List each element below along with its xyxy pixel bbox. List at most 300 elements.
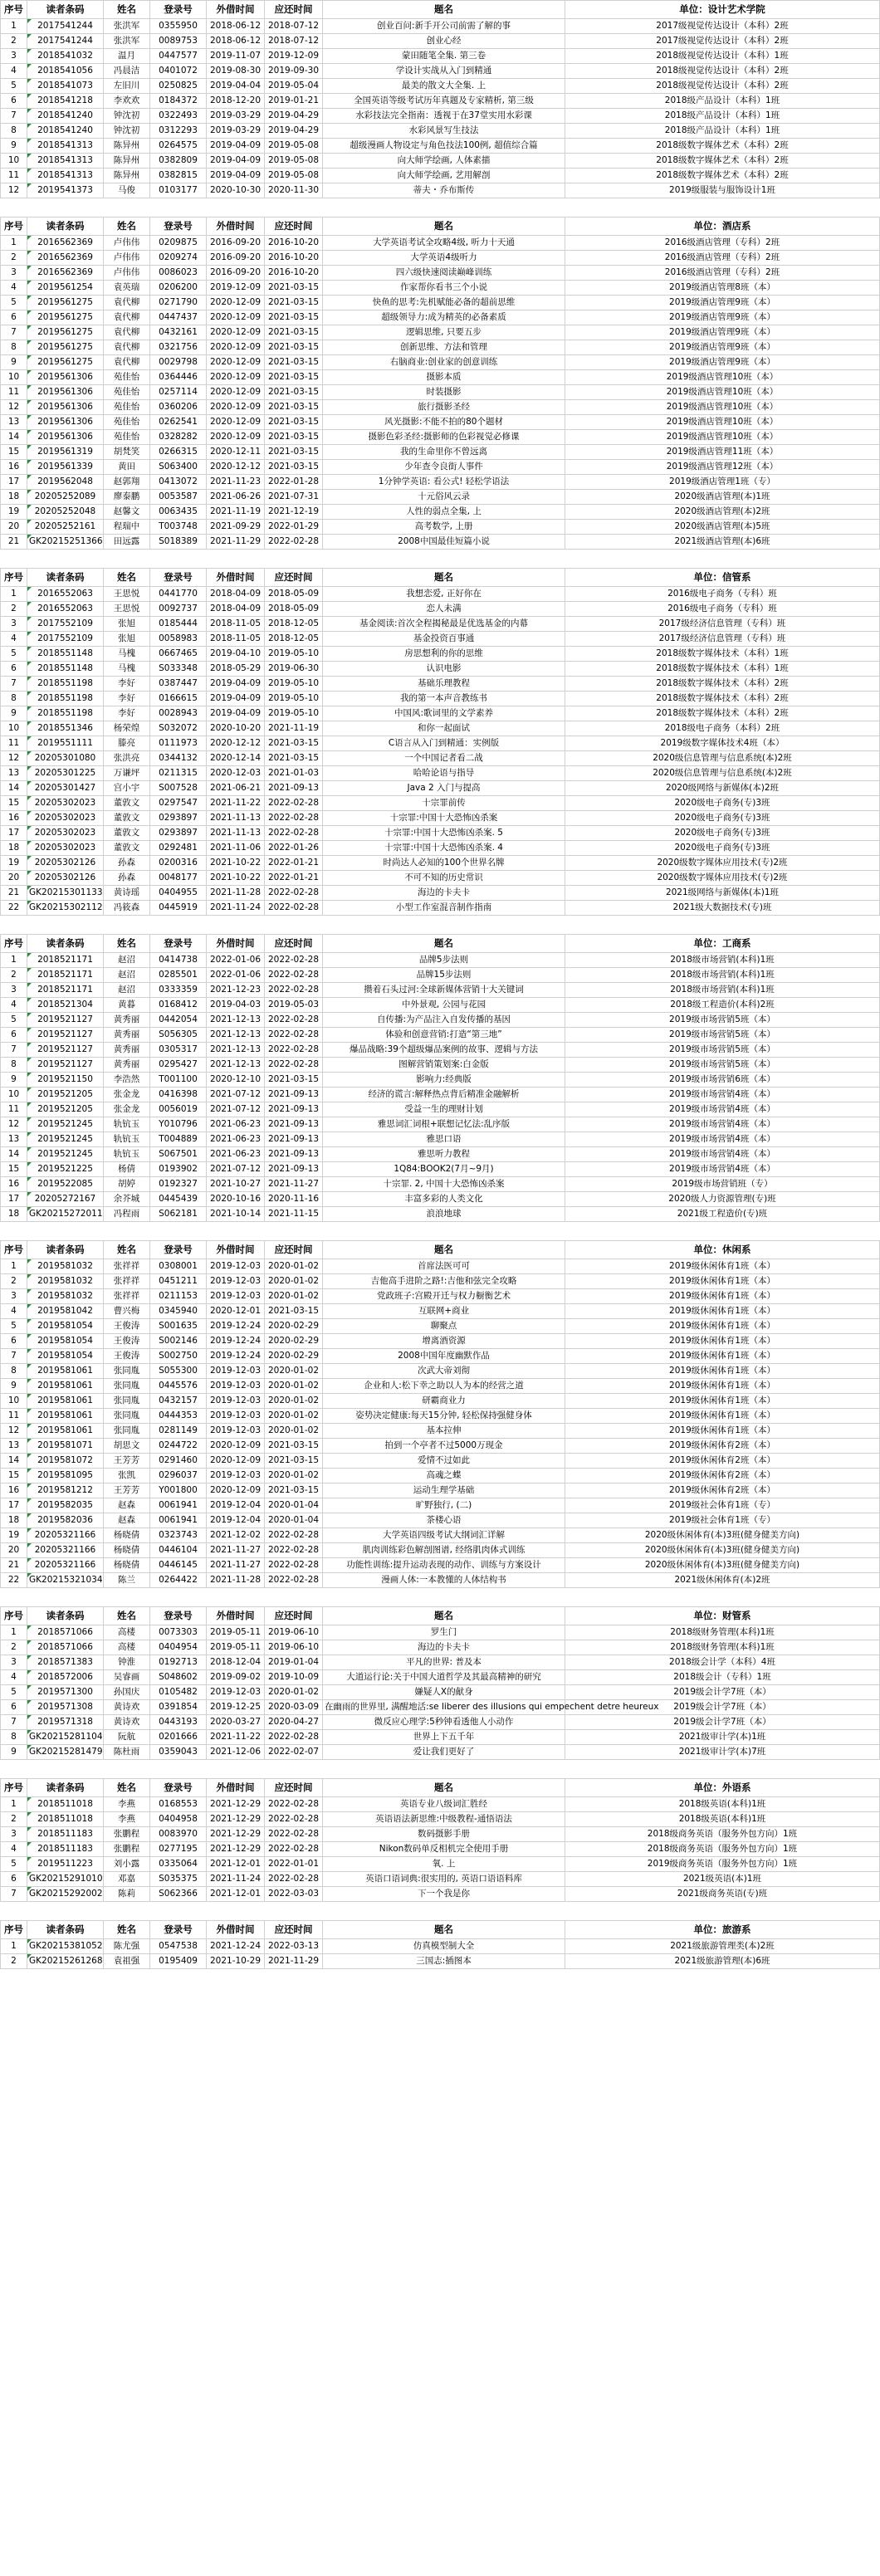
borrow-date-cell: 2019-12-03 <box>207 1424 265 1439</box>
title-cell: 吉他高手进阶之路!:吉他和弦完全攻略 <box>323 1274 565 1289</box>
seq-cell: 14 <box>1 781 27 796</box>
table-row <box>1 1857 880 1872</box>
class-cell: 2018级数字媒体艺术（本科）2班 <box>565 139 880 154</box>
title-cell: 高考数学, 上册 <box>323 520 565 535</box>
borrow-date-cell: 2019-04-10 <box>207 647 265 662</box>
borrow-date-cell: 2021-12-01 <box>207 1857 265 1872</box>
due-date-cell: 2019-06-10 <box>265 1640 323 1655</box>
name-cell: 张祥祥 <box>104 1259 150 1274</box>
class-cell: 2018级数字媒体技术（本科）2班 <box>565 692 880 706</box>
header-cell: 题名 <box>323 935 565 953</box>
name-cell: 卢伟伟 <box>104 236 150 251</box>
borrow-date-cell: 2021-11-27 <box>207 1558 265 1573</box>
title-cell: 经济的谎言:解释热点背后精准金融解析 <box>323 1088 565 1102</box>
name-cell: 张同胤 <box>104 1364 150 1379</box>
borrow-date-cell: 2019-12-25 <box>207 1700 265 1715</box>
borrow-date-cell: 2021-12-13 <box>207 1058 265 1073</box>
class-cell: 2018级视觉传达设计（本科）2班 <box>565 79 880 94</box>
seq-cell: 1 <box>1 953 27 968</box>
table-row <box>1 281 880 296</box>
login-no-cell: S062181 <box>150 1207 207 1222</box>
seq-cell: 7 <box>1 1043 27 1058</box>
seq-cell: 9 <box>1 1745 27 1760</box>
login-no-cell: S035375 <box>150 1872 207 1887</box>
seq-cell: 10 <box>1 154 27 169</box>
login-no-cell: 0443193 <box>150 1715 207 1730</box>
table-row <box>1 1640 880 1655</box>
table-row <box>1 1207 880 1222</box>
borrow-date-cell: 2021-12-29 <box>207 1812 265 1827</box>
login-no-cell: 0323743 <box>150 1528 207 1543</box>
borrow-date-cell: 2020-12-09 <box>207 385 265 400</box>
title-cell: 一个中国记者看二战 <box>323 751 565 766</box>
login-no-cell: T001100 <box>150 1073 207 1088</box>
seq-cell: 1 <box>1 19 27 34</box>
login-no-cell: 0029798 <box>150 355 207 370</box>
title-cell: 最美的散文大全集. 上 <box>323 79 565 94</box>
reader-barcode-cell: 2019522085 <box>27 1177 104 1192</box>
borrow-date-cell: 2020-12-09 <box>207 1454 265 1469</box>
seq-cell: 6 <box>1 1700 27 1715</box>
header-cell: 登录号 <box>150 569 207 587</box>
table-row <box>1 1102 880 1117</box>
table-row <box>1 1528 880 1543</box>
borrow-date-cell: 2021-12-29 <box>207 1797 265 1812</box>
reader-barcode-cell: 2019521127 <box>27 1058 104 1073</box>
seq-cell: 19 <box>1 856 27 871</box>
name-cell: 张洪军 <box>104 34 150 49</box>
table-row <box>1 1670 880 1685</box>
class-cell: 2016级酒店管理（专科）2班 <box>565 236 880 251</box>
title-cell: 摄影色彩圣经:摄影师的色彩视觉必修课 <box>323 430 565 445</box>
due-date-cell: 2021-03-15 <box>265 370 323 385</box>
title-cell: 拍到一个亭者不过5000万现金 <box>323 1439 565 1454</box>
name-cell: 左旧川 <box>104 79 150 94</box>
seq-cell: 13 <box>1 1439 27 1454</box>
borrow-date-cell: 2021-11-13 <box>207 811 265 826</box>
name-cell: 王思悦 <box>104 587 150 602</box>
header-cell: 应还时间 <box>265 1921 323 1939</box>
borrow-date-cell: 2021-10-27 <box>207 1177 265 1192</box>
due-date-cell: 2019-05-08 <box>265 169 323 183</box>
seq-cell: 1 <box>1 1797 27 1812</box>
borrow-date-cell: 2020-12-09 <box>207 325 265 340</box>
table-row <box>1 1394 880 1409</box>
due-date-cell: 2022-02-28 <box>265 826 323 841</box>
reader-barcode-cell: GK20215321034 <box>27 1573 104 1588</box>
borrow-date-cell: 2021-06-23 <box>207 1132 265 1147</box>
header-cell: 序号 <box>1 1241 27 1259</box>
title-cell: 英语专业八级词汇胜经 <box>323 1797 565 1812</box>
borrow-date-cell: 2020-12-12 <box>207 736 265 751</box>
title-cell: 我的生命里你不曾远离 <box>323 445 565 460</box>
reader-barcode-cell: 2019581054 <box>27 1334 104 1349</box>
title-cell: 基本拉伸 <box>323 1424 565 1439</box>
class-cell: 2020级酒店管理(本)1班 <box>565 490 880 505</box>
reader-barcode-cell: 2018571066 <box>27 1625 104 1640</box>
due-date-cell: 2019-04-29 <box>265 124 323 139</box>
name-cell: 轨钪玉 <box>104 1132 150 1147</box>
reader-barcode-cell: 2019561275 <box>27 310 104 325</box>
reader-barcode-cell: 2019521245 <box>27 1147 104 1162</box>
reader-barcode-cell: 2019571308 <box>27 1700 104 1715</box>
table-row <box>1 169 880 183</box>
header-cell: 应还时间 <box>265 569 323 587</box>
borrow-date-cell: 2021-07-12 <box>207 1162 265 1177</box>
due-date-cell: 2022-02-28 <box>265 1573 323 1588</box>
due-date-cell: 2021-03-15 <box>265 445 323 460</box>
seq-cell: 20 <box>1 1543 27 1558</box>
class-cell: 2018级市场营销(本科)1班 <box>565 968 880 983</box>
title-cell: 受益一生的理财计划 <box>323 1102 565 1117</box>
table-row <box>1 1013 880 1028</box>
seq-cell: 6 <box>1 662 27 677</box>
name-cell: 黄秀丽 <box>104 1028 150 1043</box>
name-cell: 张祥祥 <box>104 1274 150 1289</box>
table-row <box>1 1797 880 1812</box>
table-row <box>1 445 880 460</box>
login-no-cell: 0344132 <box>150 751 207 766</box>
borrow-date-cell: 2018-04-09 <box>207 587 265 602</box>
borrow-date-cell: 2020-12-09 <box>207 355 265 370</box>
class-cell: 2020级休闲体育(本)3班(健身健美方向) <box>565 1528 880 1543</box>
title-cell: 平凡的世界: 普及本 <box>323 1655 565 1670</box>
name-cell: 李燕 <box>104 1797 150 1812</box>
due-date-cell: 2022-02-28 <box>265 1872 323 1887</box>
borrow-date-cell: 2016-09-20 <box>207 236 265 251</box>
title-cell: 次武大帝刘彻 <box>323 1364 565 1379</box>
reader-barcode-cell: 2019561306 <box>27 430 104 445</box>
due-date-cell: 2020-01-02 <box>265 1289 323 1304</box>
table-row <box>1 706 880 721</box>
class-cell: 2018级产品设计（本科）1班 <box>565 124 880 139</box>
reader-barcode-cell: 2018521171 <box>27 953 104 968</box>
name-cell: 赵沼 <box>104 953 150 968</box>
login-no-cell: 0089753 <box>150 34 207 49</box>
class-cell: 2018级产品设计（本科）1班 <box>565 94 880 109</box>
borrow-date-cell: 2019-04-09 <box>207 169 265 183</box>
title-cell: 丰富多彩的人类文化 <box>323 1192 565 1207</box>
class-cell: 2018级会计学（本科）4班 <box>565 1655 880 1670</box>
table-row <box>1 1043 880 1058</box>
reader-barcode-cell: GK20215281479 <box>27 1745 104 1760</box>
reader-barcode-cell: 2019571300 <box>27 1685 104 1700</box>
table-row <box>1 1132 880 1147</box>
seq-cell: 20 <box>1 520 27 535</box>
login-no-cell: 0321756 <box>150 340 207 355</box>
header-cell: 题名 <box>323 569 565 587</box>
name-cell: 赵森 <box>104 1498 150 1513</box>
section-table <box>0 1606 880 1760</box>
due-date-cell: 2021-03-15 <box>265 415 323 430</box>
section-table <box>0 934 880 1222</box>
login-no-cell: 0333359 <box>150 983 207 998</box>
class-cell: 2019级市场营销5班（本） <box>565 1058 880 1073</box>
class-cell: 2019级酒店管理1班（专） <box>565 475 880 490</box>
reader-barcode-cell: 20205302023 <box>27 811 104 826</box>
borrow-date-cell: 2018-12-04 <box>207 1655 265 1670</box>
header-cell: 序号 <box>1 1607 27 1625</box>
class-cell: 2019级社会体育1班（专） <box>565 1498 880 1513</box>
due-date-cell: 2020-11-30 <box>265 183 323 198</box>
seq-cell: 19 <box>1 505 27 520</box>
table-row <box>1 736 880 751</box>
reader-barcode-cell: GK20215272011 <box>27 1207 104 1222</box>
header-cell: 读者条码 <box>27 1607 104 1625</box>
reader-barcode-cell: GK20215302112 <box>27 901 104 916</box>
seq-cell: 6 <box>1 310 27 325</box>
due-date-cell: 2018-07-12 <box>265 19 323 34</box>
name-cell: 田远露 <box>104 535 150 550</box>
borrow-date-cell: 2020-12-01 <box>207 1304 265 1319</box>
seq-cell: 3 <box>1 49 27 64</box>
title-cell: Java 2 入门与提高 <box>323 781 565 796</box>
title-cell: 全国英语等级考试历年真题及专家精析, 第三级 <box>323 94 565 109</box>
name-cell: 冯晨洁 <box>104 64 150 79</box>
name-cell: 苑佳怡 <box>104 415 150 430</box>
reader-barcode-cell: 2019581032 <box>27 1274 104 1289</box>
header-cell: 序号 <box>1 1 27 19</box>
reader-barcode-cell: 20205252161 <box>27 520 104 535</box>
class-cell: 2018级商务英语（服务外包方向）1班 <box>565 1842 880 1857</box>
login-no-cell: 0184372 <box>150 94 207 109</box>
table-row <box>1 953 880 968</box>
login-no-cell: 0061941 <box>150 1513 207 1528</box>
header-cell: 姓名 <box>104 1779 150 1797</box>
table-row <box>1 415 880 430</box>
login-no-cell: 0297547 <box>150 796 207 811</box>
table-row <box>1 1543 880 1558</box>
title-cell: 创业心经 <box>323 34 565 49</box>
header-row <box>1 935 880 953</box>
header-row <box>1 1241 880 1259</box>
seq-cell: 19 <box>1 1528 27 1543</box>
due-date-cell: 2022-03-13 <box>265 1939 323 1954</box>
login-no-cell: 0387447 <box>150 677 207 692</box>
title-cell: 姿势决定健康:每天15分钟, 轻松保持强健身体 <box>323 1409 565 1424</box>
borrow-date-cell: 2018-06-12 <box>207 34 265 49</box>
seq-cell: 3 <box>1 1827 27 1842</box>
table-row <box>1 490 880 505</box>
title-cell: 三国志:插图本 <box>323 1954 565 1969</box>
login-no-cell: 0061941 <box>150 1498 207 1513</box>
due-date-cell: 2021-03-15 <box>265 460 323 475</box>
class-cell: 2019级市场营销4班（本） <box>565 1132 880 1147</box>
login-no-cell: 0391854 <box>150 1700 207 1715</box>
section-gap <box>0 1760 879 1778</box>
name-cell: 李好 <box>104 706 150 721</box>
reader-barcode-cell: 20205302023 <box>27 796 104 811</box>
header-cell: 姓名 <box>104 1241 150 1259</box>
title-cell: 影响力:经典版 <box>323 1073 565 1088</box>
borrow-date-cell: 2021-10-22 <box>207 856 265 871</box>
class-cell: 2019级市场营销4班（本） <box>565 1147 880 1162</box>
title-cell: 向大师学绘画, 人体素描 <box>323 154 565 169</box>
login-no-cell: 0322493 <box>150 109 207 124</box>
name-cell: 黄诗欢 <box>104 1700 150 1715</box>
reader-barcode-cell: 2019581042 <box>27 1304 104 1319</box>
login-no-cell: Y001800 <box>150 1484 207 1498</box>
title-cell: 世界上下五千年 <box>323 1730 565 1745</box>
reader-barcode-cell: 2018541240 <box>27 124 104 139</box>
login-no-cell: 0444353 <box>150 1409 207 1424</box>
seq-cell: 1 <box>1 1259 27 1274</box>
reader-barcode-cell: 2018551198 <box>27 677 104 692</box>
login-no-cell: 0447437 <box>150 310 207 325</box>
seq-cell: 5 <box>1 1685 27 1700</box>
name-cell: 张凯 <box>104 1469 150 1484</box>
seq-cell: 2 <box>1 251 27 266</box>
seq-cell: 8 <box>1 124 27 139</box>
header-cell: 序号 <box>1 1779 27 1797</box>
seq-cell: 21 <box>1 886 27 901</box>
title-cell: 水彩风景写生技法 <box>323 124 565 139</box>
title-cell: 雅思口语 <box>323 1132 565 1147</box>
due-date-cell: 2022-02-28 <box>265 1058 323 1073</box>
seq-cell: 20 <box>1 871 27 886</box>
name-cell: 黄秀丽 <box>104 1043 150 1058</box>
seq-cell: 3 <box>1 1289 27 1304</box>
title-cell: 聊聚点 <box>323 1319 565 1334</box>
header-cell: 应还时间 <box>265 218 323 236</box>
table-row <box>1 826 880 841</box>
name-cell: 张祥祥 <box>104 1289 150 1304</box>
borrow-date-cell: 2021-12-02 <box>207 1528 265 1543</box>
table-row <box>1 505 880 520</box>
borrow-date-cell: 2019-08-30 <box>207 64 265 79</box>
table-row <box>1 1812 880 1827</box>
class-cell: 2018级电子商务（本科）2班 <box>565 721 880 736</box>
borrow-date-cell: 2020-12-03 <box>207 766 265 781</box>
class-cell: 2019级休闲体育1班（本） <box>565 1424 880 1439</box>
table-row <box>1 662 880 677</box>
reader-barcode-cell: 2019561306 <box>27 415 104 430</box>
header-cell: 读者条码 <box>27 1 104 19</box>
reader-barcode-cell: 2018551198 <box>27 706 104 721</box>
due-date-cell: 2022-01-21 <box>265 856 323 871</box>
name-cell: 陈异州 <box>104 139 150 154</box>
name-cell: 王芳芳 <box>104 1484 150 1498</box>
class-cell: 2018级数字媒体技术（本科）1班 <box>565 647 880 662</box>
reader-barcode-cell: 2019581071 <box>27 1439 104 1454</box>
title-cell: 高魂之蝶 <box>323 1469 565 1484</box>
due-date-cell: 2022-01-26 <box>265 841 323 856</box>
table-row <box>1 1558 880 1573</box>
class-cell: 2021级旅游管理类(本)2班 <box>565 1939 880 1954</box>
table-row <box>1 841 880 856</box>
title-cell: 哈哈论语与指导 <box>323 766 565 781</box>
borrow-date-cell: 2021-12-23 <box>207 983 265 998</box>
due-date-cell: 2021-07-31 <box>265 490 323 505</box>
name-cell: 李好 <box>104 677 150 692</box>
due-date-cell: 2021-09-13 <box>265 1088 323 1102</box>
due-date-cell: 2021-09-13 <box>265 781 323 796</box>
title-cell: 创新思维、方法和管理 <box>323 340 565 355</box>
header-row <box>1 218 880 236</box>
name-cell: 孙国庆 <box>104 1685 150 1700</box>
table-row <box>1 1469 880 1484</box>
title-cell: 功能性训练:提升运动表现的动作、训练与方案设计 <box>323 1558 565 1573</box>
due-date-cell: 2021-09-13 <box>265 1132 323 1147</box>
due-date-cell: 2018-07-12 <box>265 34 323 49</box>
table-row <box>1 632 880 647</box>
title-cell: 下一个我是你 <box>323 1887 565 1902</box>
class-cell: 2019级休闲体育2班（本） <box>565 1484 880 1498</box>
title-cell: 仿真模型制大全 <box>323 1939 565 1954</box>
login-no-cell: 0048177 <box>150 871 207 886</box>
borrow-date-cell: 2021-06-23 <box>207 1147 265 1162</box>
login-no-cell: 0185444 <box>150 617 207 632</box>
due-date-cell: 2021-03-15 <box>265 340 323 355</box>
seq-cell: 1 <box>1 236 27 251</box>
title-cell: 基础乐理教程 <box>323 677 565 692</box>
title-cell: 不可不知的历史常识 <box>323 871 565 886</box>
class-cell: 2019级市场营销4班（本） <box>565 1117 880 1132</box>
title-cell: 攒着石头过河:全球新媒体营销十大关键词 <box>323 983 565 998</box>
borrow-date-cell: 2022-01-06 <box>207 953 265 968</box>
title-cell: 大学英语4级听力 <box>323 251 565 266</box>
title-cell: 英语口语词典:很实用的, 英语口语语料库 <box>323 1872 565 1887</box>
header-cell: 登录号 <box>150 1779 207 1797</box>
name-cell: 卢伟伟 <box>104 266 150 281</box>
reader-barcode-cell: 2019571318 <box>27 1715 104 1730</box>
seq-cell: 18 <box>1 490 27 505</box>
reader-barcode-cell: 2019561275 <box>27 340 104 355</box>
name-cell: 杨荣煌 <box>104 721 150 736</box>
name-cell: 赵沼 <box>104 983 150 998</box>
reader-barcode-cell: 2019582036 <box>27 1513 104 1528</box>
table-row <box>1 1409 880 1424</box>
name-cell: 马槐 <box>104 662 150 677</box>
name-cell: 黄诗欢 <box>104 1715 150 1730</box>
title-cell: 时装摄影 <box>323 385 565 400</box>
name-cell: 程瑞中 <box>104 520 150 535</box>
header-cell: 登录号 <box>150 1241 207 1259</box>
name-cell: 赵森 <box>104 1513 150 1528</box>
seq-cell: 6 <box>1 1028 27 1043</box>
reader-barcode-cell: 2016552063 <box>27 587 104 602</box>
name-cell: 袁英瑞 <box>104 281 150 296</box>
table-row <box>1 310 880 325</box>
due-date-cell: 2019-05-03 <box>265 998 323 1013</box>
unit-label: 单位：财管系 <box>565 1607 880 1625</box>
name-cell: 陈兰 <box>104 1573 150 1588</box>
due-date-cell: 2022-02-28 <box>265 1043 323 1058</box>
table-row <box>1 1162 880 1177</box>
title-cell: 基金投资百事通 <box>323 632 565 647</box>
class-cell: 2020级休闲体育(本)3班(健身健美方向) <box>565 1543 880 1558</box>
login-no-cell: 0195409 <box>150 1954 207 1969</box>
name-cell: 赵沼 <box>104 968 150 983</box>
login-no-cell: 0166615 <box>150 692 207 706</box>
reader-barcode-cell: 2018571383 <box>27 1655 104 1670</box>
seq-cell: 7 <box>1 109 27 124</box>
header-cell: 应还时间 <box>265 1241 323 1259</box>
due-date-cell: 2019-05-08 <box>265 139 323 154</box>
reader-barcode-cell: 2018541313 <box>27 139 104 154</box>
reader-barcode-cell: 2019561306 <box>27 370 104 385</box>
login-no-cell: 0281149 <box>150 1424 207 1439</box>
login-no-cell: 0359043 <box>150 1745 207 1760</box>
seq-cell: 10 <box>1 370 27 385</box>
class-cell: 2020级网络与新媒体(本)2班 <box>565 781 880 796</box>
name-cell: 胡梵笑 <box>104 445 150 460</box>
reader-barcode-cell: 2019581095 <box>27 1469 104 1484</box>
class-cell: 2021级酒店管理(本)6班 <box>565 535 880 550</box>
due-date-cell: 2021-01-03 <box>265 766 323 781</box>
reader-barcode-cell: 20205302023 <box>27 841 104 856</box>
class-cell: 2018级工程造价(本科)2班 <box>565 998 880 1013</box>
